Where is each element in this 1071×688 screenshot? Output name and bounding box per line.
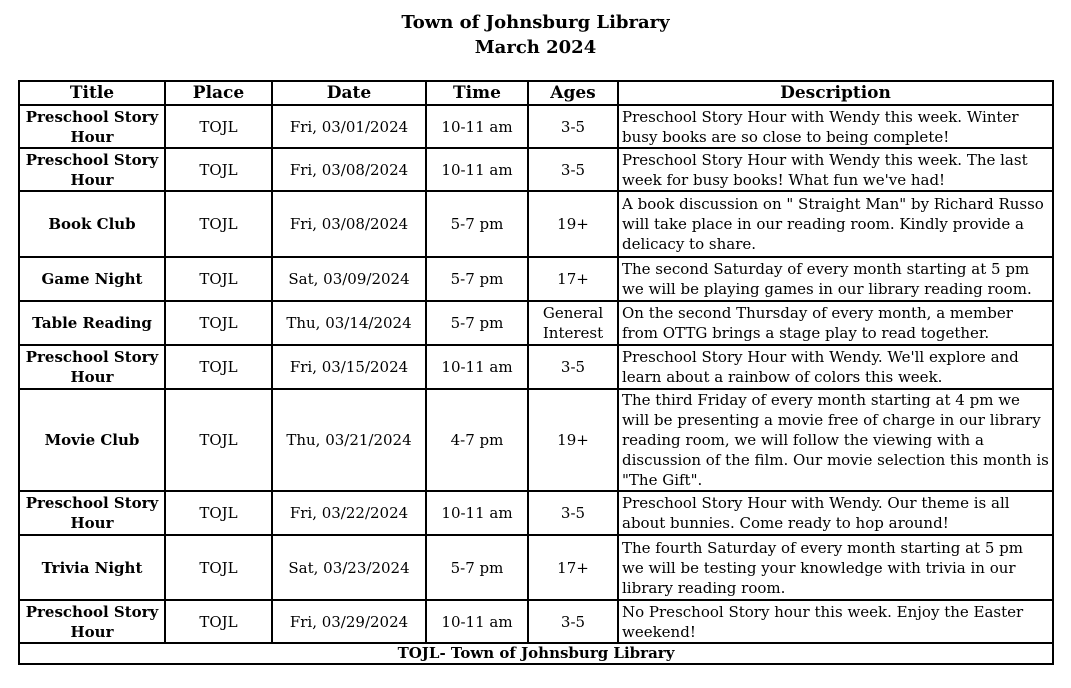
event-ages: 3-5 [528,105,618,148]
event-time: 10-11 am [426,105,528,148]
event-time: 10-11 am [426,148,528,191]
column-header-time: Time [426,81,528,105]
event-title: Preschool Story Hour [19,345,165,389]
event-description: The second Saturday of every month starting at 5 pm we will be playing games in our library reading room. [618,257,1053,301]
footer-note: TOJL- Town of Johnsburg Library [19,643,1053,664]
event-place: TOJL [165,301,272,345]
event-date: Fri, 03/15/2024 [272,345,426,389]
event-title: Preschool Story Hour [19,105,165,148]
event-title: Preschool Story Hour [19,600,165,643]
column-header-ages: Ages [528,81,618,105]
table-row [19,191,1053,257]
event-place: TOJL [165,389,272,491]
event-date: Fri, 03/01/2024 [272,105,426,148]
page-subtitle: March 2024 [474,37,597,58]
table-row [19,389,1053,491]
event-description: Preschool Story Hour with Wendy. Our theme is all about bunnies. Come ready to hop around! [618,491,1053,535]
event-place: TOJL [165,148,272,191]
table-row [19,535,1053,600]
table-footer-row [19,643,1053,664]
page-header [0,10,1071,60]
event-place: TOJL [165,491,272,535]
event-date: Sat, 03/23/2024 [272,535,426,600]
table-row [19,257,1053,301]
event-ages: 19+ [528,389,618,491]
event-description: On the second Thursday of every month, a member from OTTG brings a stage play to read together. [618,301,1053,345]
event-time: 5-7 pm [426,191,528,257]
event-time: 5-7 pm [426,257,528,301]
event-ages: 19+ [528,191,618,257]
event-description: The fourth Saturday of every month starting at 5 pm we will be testing your knowledge with trivia in our library reading room. [618,535,1053,600]
event-ages: 3-5 [528,491,618,535]
column-header-title: Title [19,81,165,105]
event-date: Thu, 03/14/2024 [272,301,426,345]
event-ages: 3-5 [528,148,618,191]
event-title: Preschool Story Hour [19,491,165,535]
event-title: Preschool Story Hour [19,148,165,191]
event-date: Thu, 03/21/2024 [272,389,426,491]
event-title: Trivia Night [19,535,165,600]
event-title: Book Club [19,191,165,257]
event-time: 5-7 pm [426,535,528,600]
table-header-row [19,81,1053,105]
event-date: Fri, 03/08/2024 [272,148,426,191]
column-header-description: Description [618,81,1053,105]
event-date: Fri, 03/08/2024 [272,191,426,257]
event-time: 5-7 pm [426,301,528,345]
event-description: A book discussion on " Straight Man" by Richard Russo will take place in our reading room. Kindly provide a delicacy to share. [618,191,1053,257]
event-description: Preschool Story Hour with Wendy. We'll explore and learn about a rainbow of colors this week. [618,345,1053,389]
event-title: Table Reading [19,301,165,345]
table-row [19,345,1053,389]
page-title: Town of Johnsburg Library [401,12,670,33]
event-place: TOJL [165,191,272,257]
events-table [18,80,1054,665]
event-place: TOJL [165,600,272,643]
event-description: No Preschool Story hour this week. Enjoy the Easter weekend! [618,600,1053,643]
column-header-place: Place [165,81,272,105]
event-place: TOJL [165,535,272,600]
table-row [19,301,1053,345]
event-time: 4-7 pm [426,389,528,491]
event-ages: 17+ [528,535,618,600]
table-row [19,105,1053,148]
event-date: Fri, 03/29/2024 [272,600,426,643]
table-row [19,600,1053,643]
event-date: Sat, 03/09/2024 [272,257,426,301]
event-place: TOJL [165,105,272,148]
table-row [19,491,1053,535]
event-description: The third Friday of every month starting at 4 pm we will be presenting a movie free of charge in our library reading room, we will follow the viewing with a discussion of the film. Our movie selection this month is "The Gift". [618,389,1053,491]
event-description: Preschool Story Hour with Wendy this week. The last week for busy books! What fun we've had! [618,148,1053,191]
table-row [19,148,1053,191]
event-time: 10-11 am [426,491,528,535]
event-ages: 17+ [528,257,618,301]
event-ages: 3-5 [528,345,618,389]
event-description: Preschool Story Hour with Wendy this week. Winter busy books are so close to being complete! [618,105,1053,148]
event-ages: General Interest [528,301,618,345]
event-date: Fri, 03/22/2024 [272,491,426,535]
event-place: TOJL [165,345,272,389]
event-time: 10-11 am [426,345,528,389]
event-title: Movie Club [19,389,165,491]
event-title: Game Night [19,257,165,301]
column-header-date: Date [272,81,426,105]
event-time: 10-11 am [426,600,528,643]
event-ages: 3-5 [528,600,618,643]
event-place: TOJL [165,257,272,301]
